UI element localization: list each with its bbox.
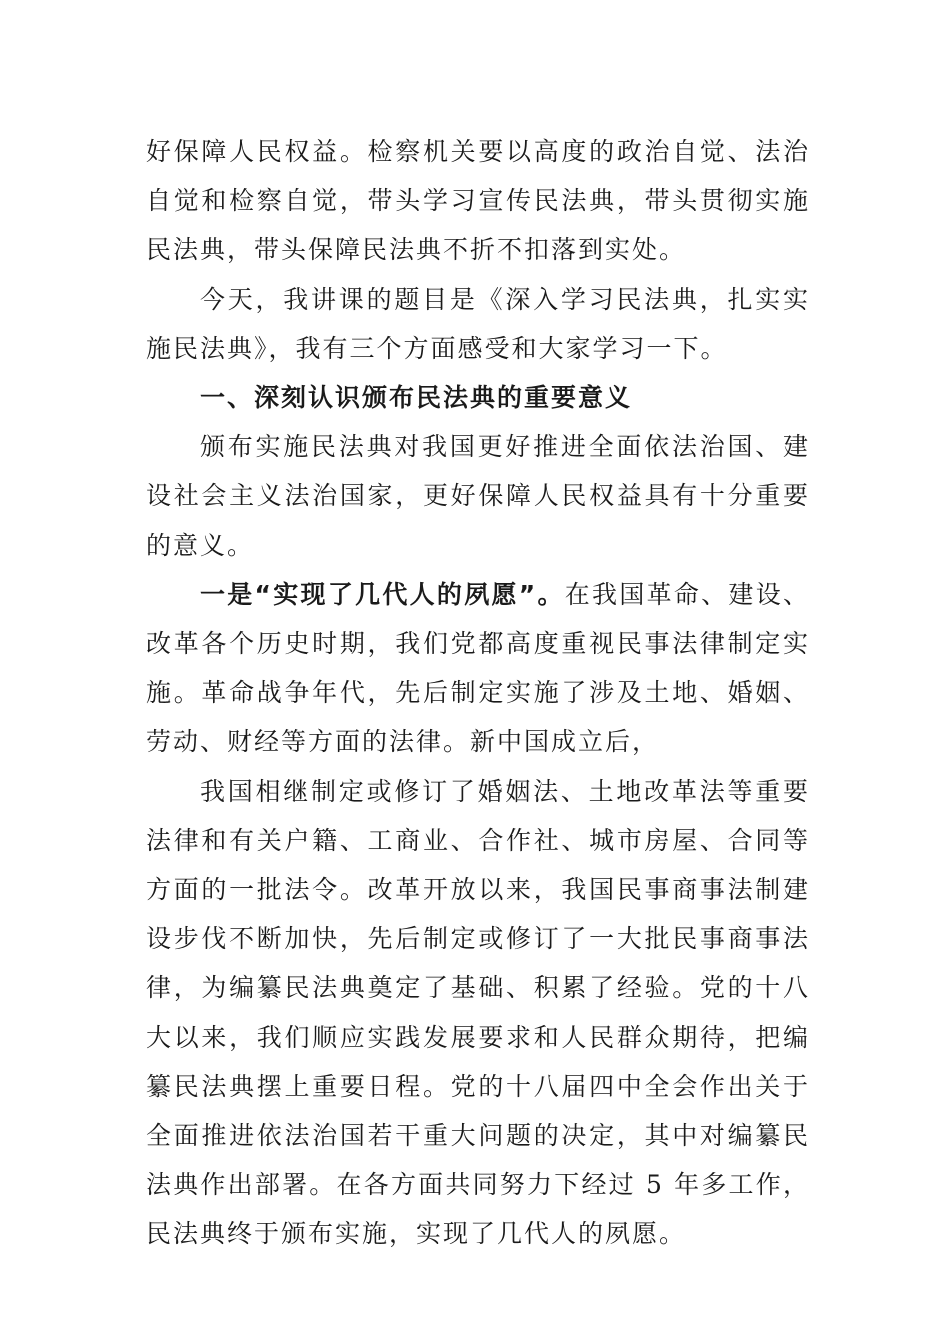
section-heading: 一、深刻认识颁布民法典的重要意义: [200, 383, 633, 413]
point-one-body: 在我国革命、建设、改革各个历史时期，我们党都高度重视民事法律制定实施。革命战争年代，先后制定实施了涉及土地、婚姻、劳动、财经等方面的法律。新中国成立后，: [146, 579, 810, 757]
paragraph-lecture-topic: 今天，我讲课的题目是《深入学习民法典，扎实实施民法典》，我有三个方面感受和大家学习一下。: [146, 284, 810, 363]
paragraph-history: 我国相继制定或修订了婚姻法、土地改革法等重要法律和有关户籍、工商业、合作社、城市房屋、合同等方面的一批法令。改革开放以来，我国民事商事法制建设步伐不断加快，先后制定或修订了一大批民事商事法律，为编纂民法典奠定了基础、积累了经验。党的十八大以来，我们顺应实践发展要求和人民群众期待，把编纂民法典摆上重要日程。党的十八届四中全会作出关于全面推进依法治国若干重大问题的决定，其中对编纂民法典作出部署。在各方面共同努力下经过 5 年多工作，民法典终于颁布实施，实现了几代人的夙愿。: [146, 776, 810, 1249]
paragraph-significance-intro: 颁布实施民法典对我国更好推进全面依法治国、建设社会主义法治国家，更好保障人民权益具有十分重要的意义。: [146, 432, 810, 560]
point-one-lead: 一是“实现了几代人的夙愿”。: [200, 579, 565, 609]
paragraph-point-one: [146, 570, 810, 767]
document-body: [146, 127, 810, 1259]
paragraph-continued: 好保障人民权益。检察机关要以高度的政治自觉、法治自觉和检察自觉，带头学习宣传民法典，带头贯彻实施民法典，带头保障民法典不折不扣落到实处。: [146, 137, 810, 265]
